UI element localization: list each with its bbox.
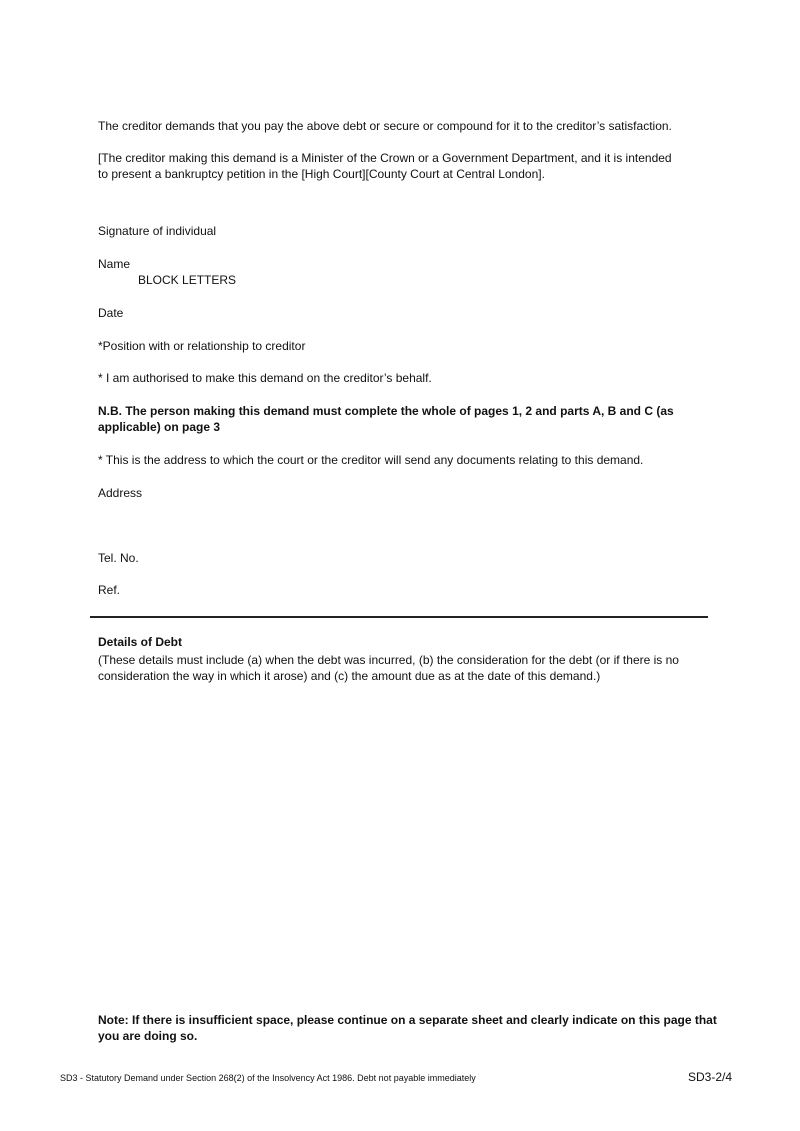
name-label: Name: [98, 257, 131, 271]
debt-details-heading: Details of Debt: [98, 635, 183, 649]
footer-page-ref: SD3-2/4: [688, 1070, 733, 1084]
nb-note-line-2: applicable) on page 3: [98, 420, 221, 434]
address-note: * This is the address to which the court or the creditor will send any documents relating to this demand.: [98, 453, 644, 467]
minister-clause-line-1: [The creditor making this demand is a Minister of the Crown or a Government Department, and it is intended: [98, 151, 672, 165]
ref-label: Ref.: [98, 583, 121, 597]
insufficient-space-note-line-2: you are doing so.: [98, 1029, 198, 1043]
insufficient-space-note-line-1: Note: If there is insufficient space, please continue on a separate sheet and clearly indicate on this page that: [98, 1013, 717, 1027]
block-letters-label: BLOCK LETTERS: [138, 273, 237, 287]
date-label: Date: [98, 306, 124, 320]
footer-form-title: SD3 - Statutory Demand under Section 268(2) of the Insolvency Act 1986. Debt not payable immediately: [60, 1073, 476, 1083]
position-label: *Position with or relationship to creditor: [98, 339, 306, 353]
nb-note-line-1: N.B. The person making this demand must complete the whole of pages 1, 2 and parts A, B and C (as: [98, 404, 674, 418]
signature-label: Signature of individual: [98, 224, 217, 238]
address-label: Address: [98, 486, 143, 500]
minister-clause-line-2: to present a bankruptcy petition in the [High Court][County Court at Central London].: [98, 167, 545, 181]
demand-statement: The creditor demands that you pay the above debt or secure or compound for it to the creditor’s satisfaction.: [98, 119, 672, 133]
debt-details-instructions-line-2: consideration the way in which it arose) and (c) the amount due as at the date of this demand.): [98, 669, 601, 683]
authorised-statement: * I am authorised to make this demand on the creditor’s behalf.: [98, 371, 432, 385]
tel-label: Tel. No.: [98, 551, 139, 565]
debt-details-instructions-line-1: (These details must include (a) when the debt was incurred, (b) the consideration for the debt (or if there is no: [98, 653, 679, 667]
section-divider: [90, 616, 708, 618]
